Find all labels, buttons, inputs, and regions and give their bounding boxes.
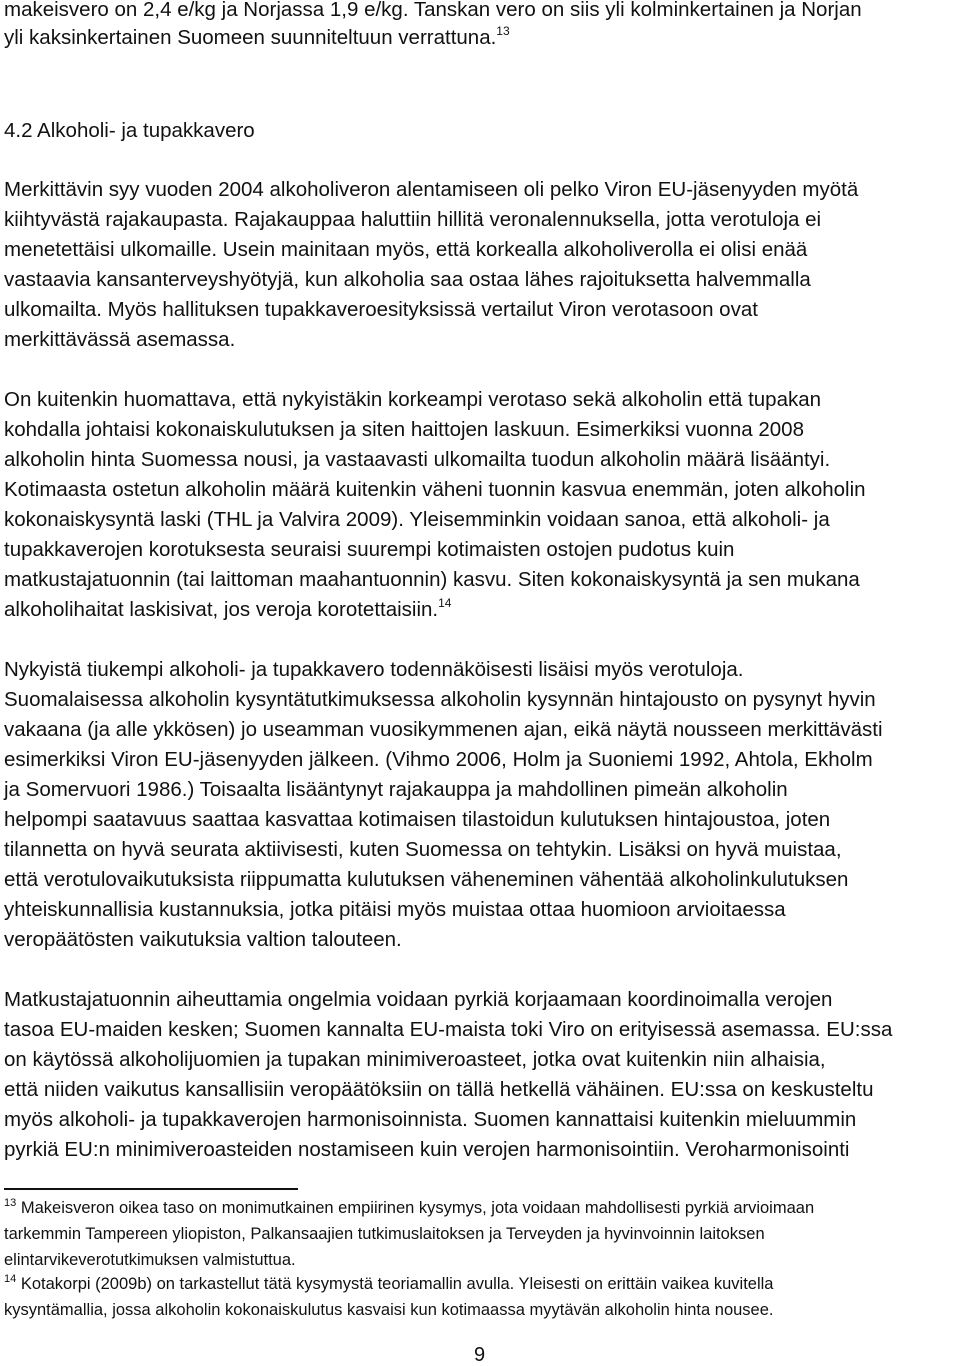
intro-line-1: makeisvero on 2,4 e/kg ja Norjassa 1,9 e/kg. Tanskan vero on siis yli kolminkertainen ja Norjan [4, 0, 862, 21]
footnote-13-line: tarkemmin Tampereen yliopiston, Palkansaajien tutkimuslaitoksen ja Terveyden ja hyvinvoinnin laitoksen [4, 1225, 765, 1243]
paragraph-line: On kuitenkin huomattava, että nykyistäkin korkeampi verotaso sekä alkoholin että tupakan [4, 388, 822, 411]
paragraph-line: Suomalaisessa alkoholin kysyntätutkimuksessa alkoholin kysynnän hintajousto on pysynyt hyvin [4, 688, 876, 711]
paragraph-line: yhteiskunnallisia kustannuksia, jotka pitäisi myös muistaa ottaa huomioon arvioitaessa [4, 898, 786, 921]
paragraph-line: Nykyistä tiukempi alkoholi- ja tupakkavero todennäköisesti lisäisi myös verotuloja. [4, 658, 744, 681]
footnote-ref-14: 14 [438, 596, 452, 610]
paragraph-line: tupakkaverojen korotuksesta seuraisi suurempi kotimaisten ostojen pudotus kuin [4, 538, 735, 561]
paragraph-line-text: alkoholihaitat laskisivat, jos veroja korotettaisiin. [4, 598, 439, 621]
paragraph-line: matkustajatuonnin (tai laittoman maahantuonnin) kasvu. Siten kokonaiskysyntä ja sen mukana [4, 568, 860, 591]
paragraph-line: vakaana (ja alle ykkösen) jo useamman vuosikymmenen ajan, eikä näytä nousseen merkittävästi [4, 718, 883, 741]
paragraph-line: tilannetta on hyvä seurata aktiivisesti, kuten Suomessa on tehtykin. Lisäksi on hyvä muistaa, [4, 838, 842, 861]
paragraph-line: kokonaiskysyntä laski (THL ja Valvira 2009). Yleisemminkin voidaan sanoa, että alkoholi- ja [4, 508, 830, 531]
footnote-number: 14 [4, 1273, 17, 1285]
paragraph-line: ulkomailta. Myös hallituksen tupakkaveroesityksissä vertailut Viron verotasoon ovat [4, 298, 758, 321]
footnote-number: 13 [4, 1197, 17, 1209]
paragraph-line: menetettäisi ulkomaille. Usein mainitaan myös, että korkealla alkoholiverolla ei olisi enää [4, 238, 808, 261]
paragraph-line [4, 598, 451, 622]
paragraph-line: kohdalla johtaisi kokonaiskulutuksen ja siten haittojen laskuun. Esimerkiksi vuonna 2008 [4, 418, 804, 441]
section-heading: 4.2 Alkoholi- ja tupakkavero [4, 119, 255, 142]
paragraph-line: esimerkiksi Viron EU-jäsenyyden jälkeen. (Vihmo 2006, Holm ja Suoniemi 1992, Ahtola, Ekholm [4, 748, 873, 771]
paragraph-line: kiihtyvästä rajakaupasta. Rajakauppaa haluttiin hillitä veronalennuksella, jotta verotuloja ei [4, 208, 822, 231]
intro-line-2 [4, 26, 510, 50]
paragraph-line: on käytössä alkoholijuomien ja tupakan minimiveroasteet, jotka ovat kuitenkin niin alhaisia, [4, 1048, 826, 1071]
paragraph-line: että niiden vaikutus kansallisiin veropäätöksiin on tällä hetkellä vähäinen. EU:ssa on keskusteltu [4, 1078, 874, 1101]
paragraph-line: myös alkoholi- ja tupakkaverojen harmonisoinnista. Suomen kannattaisi kuitenkin mieluummin [4, 1108, 857, 1131]
footnote-14-line: kysyntämallia, jossa alkoholin kokonaiskulutus kasvaisi kun kotimaassa myytävän alkoholin hinta nousee. [4, 1301, 774, 1319]
page-number: 9 [474, 1344, 486, 1366]
paragraph-line: että verotulovaikutuksista riippumatta kulutuksen väheneminen vähentää alkoholinkulutuksen [4, 868, 849, 891]
intro-line-2-text: yli kaksinkertainen Suomeen suunniteltuun verrattuna. [4, 26, 497, 49]
paragraph-line: veropäätösten vaikutuksia valtion talouteen. [4, 928, 402, 951]
paragraph-line: vastaavia kansanterveyshyötyjä, kun alkoholia saa ostaa lähes rajoituksetta halvemmalla [4, 268, 811, 291]
paragraph-line: ja Somervuori 1986.) Toisaalta lisääntynyt rajakauppa ja mahdollinen pimeän alkoholin [4, 778, 788, 801]
footnote-14-line [4, 1274, 774, 1294]
footnote-separator [4, 1188, 298, 1190]
paragraph-line: tasoa EU-maiden kesken; Suomen kannalta EU-maista toki Viro on erityisessä asemassa. EU:ssa [4, 1018, 893, 1041]
paragraph-line: Kotimaasta ostetun alkoholin määrä kuitenkin väheni tuonnin kasvua enemmän, joten alkoholin [4, 478, 866, 501]
footnote-13-line: elintarvikeverotutkimuksen valmistuttua. [4, 1251, 296, 1269]
paragraph-line: pyrkiä EU:n minimiveroasteiden nostamiseen kuin verojen harmonisointiin. Veroharmonisointi [4, 1138, 850, 1161]
paragraph-line: Matkustajatuonnin aiheuttamia ongelmia voidaan pyrkiä korjaamaan koordinoimalla verojen [4, 988, 833, 1011]
footnote-13-line [4, 1198, 814, 1218]
footnote-text: Kotakorpi (2009b) on tarkastellut tätä kysymystä teoriamallin avulla. Yleisesti on erittäin vaikea kuvitella [20, 1275, 774, 1293]
footnote-text: Makeisveron oikea taso on monimutkainen empiirinen kysymys, jota voidaan mahdollisesti pyrkiä arvioimaan [20, 1199, 815, 1217]
paragraph-line: merkittävässä asemassa. [4, 328, 236, 351]
paragraph-line: helpompi saatavuus saattaa kasvattaa kotimaisen tilastoidun kulutuksen hintajoustoa, joten [4, 808, 831, 831]
paragraph-line: alkoholin hinta Suomessa nousi, ja vastaavasti ulkomailta tuodun alkoholin määrä lisääntyi. [4, 448, 831, 471]
paragraph-line: Merkittävin syy vuoden 2004 alkoholiveron alentamiseen oli pelko Viron EU-jäsenyyden myötä [4, 178, 859, 201]
footnote-ref-13: 13 [496, 24, 510, 38]
